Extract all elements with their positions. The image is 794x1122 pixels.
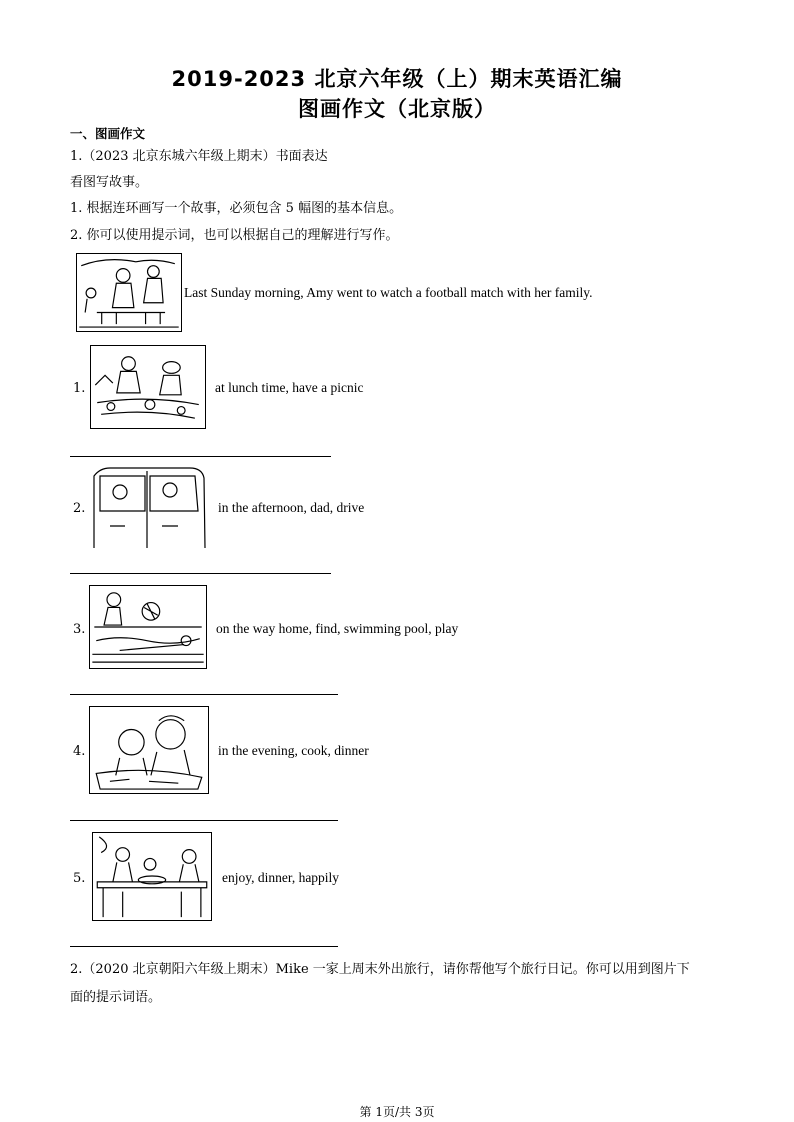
item-4-prompt: in the evening, cook, dinner	[218, 743, 369, 758]
page-title: 2019-2023 北京六年级（上）期末英语汇编	[171, 67, 623, 91]
item-5-prompt: enjoy, dinner, happily	[222, 870, 340, 885]
page-subtitle: 图画作文（北京版）	[298, 97, 496, 121]
item-1-prompt: at lunch time, have a picnic	[215, 380, 364, 395]
question1-rule-1: 1. 根据连环画写一个故事，必须包含 5 幅图的基本信息。	[70, 201, 403, 216]
section-heading: 一、图画作文	[70, 126, 146, 141]
picnic-picture	[90, 345, 206, 429]
answer-line-3[interactable]	[70, 694, 338, 695]
item-1-number: 1.	[73, 381, 86, 396]
question1-stem: 1.（2023 北京东城六年级上期末）书面表达	[70, 149, 328, 164]
question2-line-2: 面的提示词语。	[70, 990, 162, 1005]
page-footer: 第 1页/共 3页	[359, 1105, 435, 1119]
item-2-number: 2.	[73, 501, 86, 516]
swimming-pool-picture	[89, 585, 207, 669]
answer-line-5[interactable]	[70, 946, 338, 947]
intro-caption: Last Sunday morning, Amy went to watch a football match with her family.	[184, 285, 593, 300]
item-4-number: 4.	[73, 744, 86, 759]
family-at-football-match-picture	[76, 253, 182, 332]
item-2-prompt: in the afternoon, dad, drive	[218, 500, 365, 515]
question1-rule-2: 2. 你可以使用提示词，也可以根据自己的理解进行写作。	[70, 228, 399, 243]
question1-instruction: 看图写故事。	[70, 175, 149, 190]
cooking-dinner-picture	[89, 706, 209, 794]
car-drive-picture	[90, 466, 207, 550]
family-dinner-picture	[92, 832, 212, 921]
question2-line-1: 2.（2020 北京朝阳六年级上期末）Mike 一家上周末外出旅行，请你帮他写个旅行日记。你可以用到图片下	[70, 962, 690, 977]
answer-line-2[interactable]	[70, 573, 331, 574]
answer-line-4[interactable]	[70, 820, 338, 821]
item-5-number: 5.	[73, 871, 86, 886]
item-3-number: 3.	[73, 622, 86, 637]
item-3-prompt: on the way home, find, swimming pool, play	[216, 621, 459, 636]
answer-line-1[interactable]	[70, 456, 331, 457]
